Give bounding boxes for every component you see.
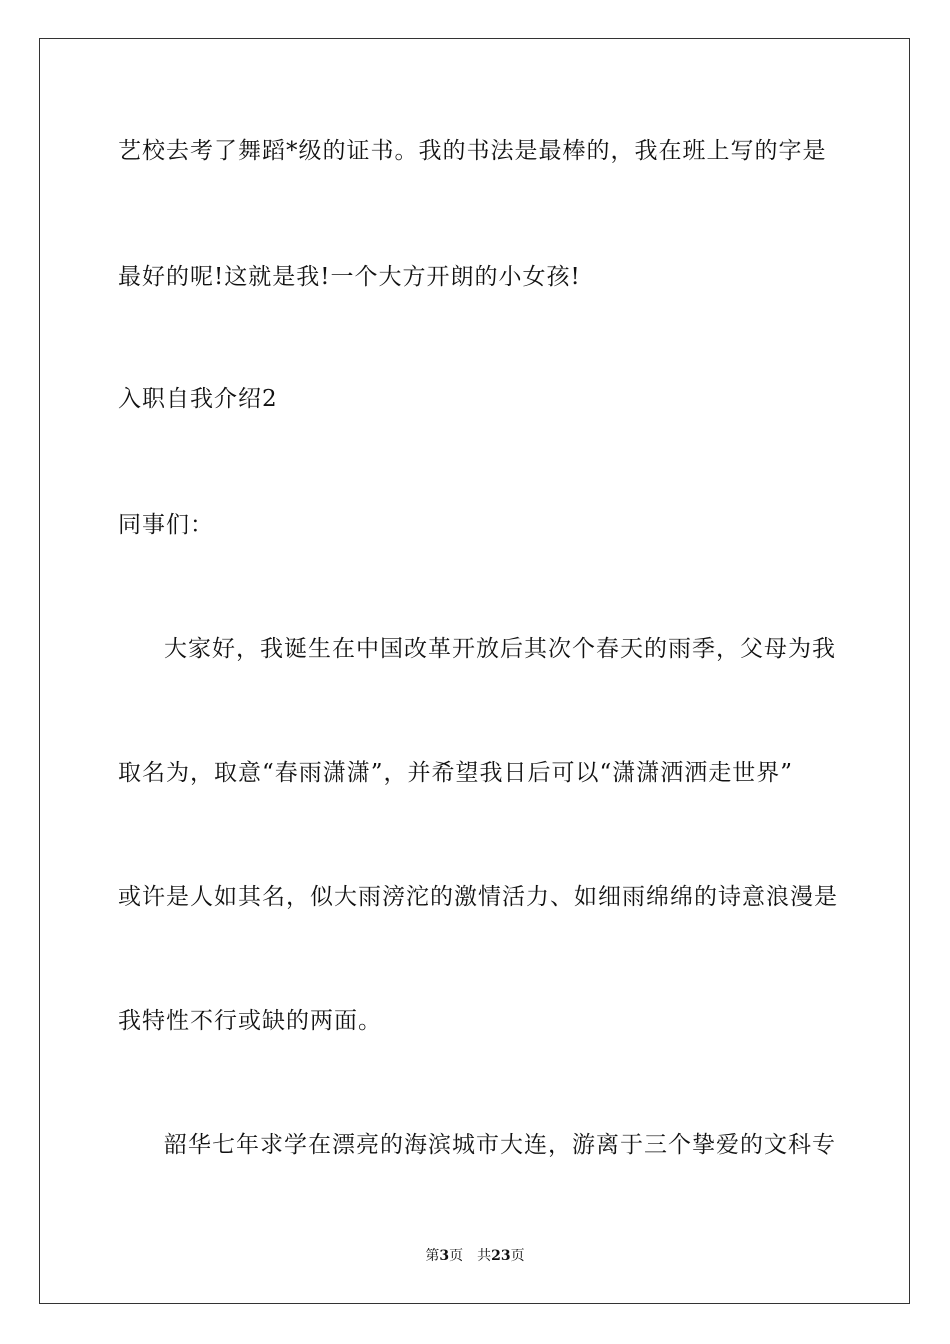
body-text-line: 艺校去考了舞蹈*级的证书。我的书法是最棒的，我在班上写的字是: [118, 138, 827, 164]
body-text-line: 我特性不行或缺的两面。: [118, 1008, 382, 1034]
page-suffix: 页: [449, 1248, 464, 1264]
page-prefix: 第: [425, 1248, 440, 1264]
total-suffix: 页: [510, 1248, 525, 1264]
body-text-line: 最好的呢!这就是我!一个大方开朗的小女孩!: [118, 264, 581, 290]
paragraph-start-line: 韶华七年求学在漂亮的海滨城市大连，游离于三个挚爱的文科专: [164, 1132, 836, 1158]
total-pages: 23: [491, 1248, 511, 1264]
page-number: 3: [439, 1248, 450, 1264]
paragraph-start-line: 大家好，我诞生在中国改革开放后其次个春天的雨季，父母为我: [164, 636, 836, 662]
page-footer: [0, 1247, 950, 1265]
total-prefix: 共: [477, 1248, 492, 1264]
body-text-line: 或许是人如其名，似大雨滂沱的激情活力、如细雨绵绵的诗意浪漫是: [118, 884, 838, 910]
body-text-line: 取名为，取意“春雨潇潇”，并希望我日后可以“潇潇洒洒走世界”: [118, 760, 794, 786]
section-heading: 入职自我介绍2: [118, 386, 278, 412]
page-border: [39, 38, 910, 1304]
salutation: 同事们：: [118, 512, 214, 538]
